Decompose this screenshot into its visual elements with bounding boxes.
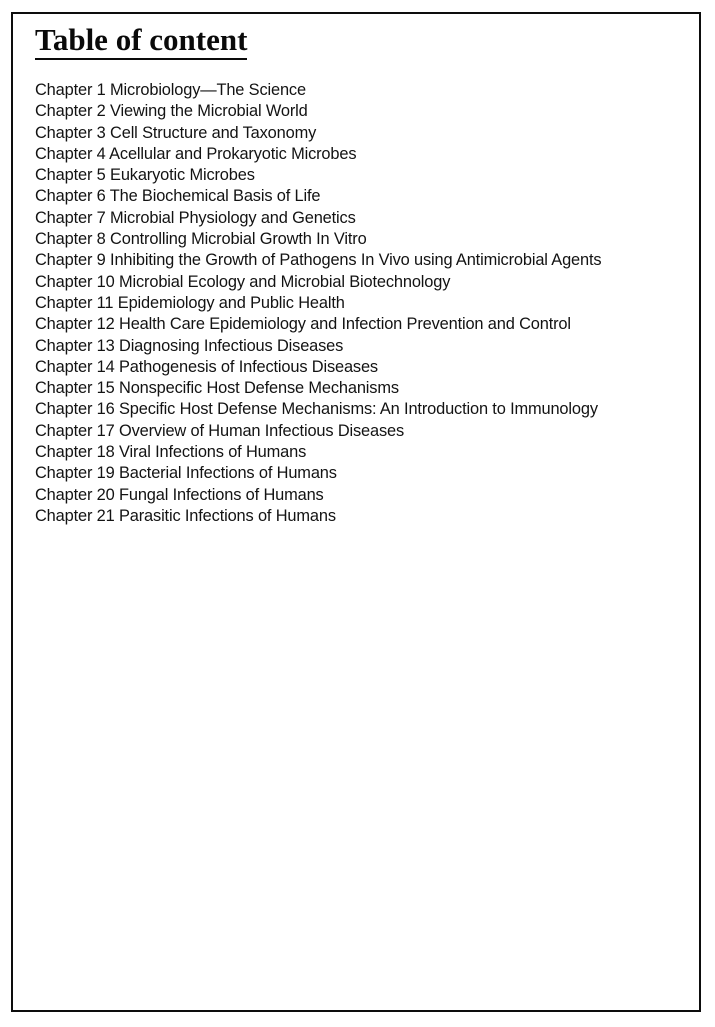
- toc-entry[interactable]: Chapter 13 Diagnosing Infectious Diseases: [35, 336, 344, 355]
- page-title: Table of content: [35, 23, 247, 60]
- toc-entry[interactable]: Chapter 20 Fungal Infections of Humans: [35, 485, 324, 504]
- toc-entry[interactable]: Chapter 3 Cell Structure and Taxonomy: [35, 123, 317, 142]
- toc-entry[interactable]: Chapter 17 Overview of Human Infectious Diseases: [35, 421, 405, 440]
- toc-entry[interactable]: Chapter 15 Nonspecific Host Defense Mechanisms: [35, 379, 399, 398]
- toc-entry[interactable]: Chapter 1 Microbiology—The Science: [35, 81, 306, 99]
- toc-entry[interactable]: Chapter 14 Pathogenesis of Infectious Diseases: [35, 357, 378, 376]
- table-of-contents-list: [35, 80, 689, 527]
- toc-entry[interactable]: Chapter 10 Microbial Ecology and Microbial Biotechnology: [35, 272, 451, 291]
- toc-entry[interactable]: Chapter 21 Parasitic Infections of Humans: [35, 506, 336, 525]
- toc-entry[interactable]: Chapter 11 Epidemiology and Public Health: [35, 293, 345, 312]
- toc-entry[interactable]: Chapter 7 Microbial Physiology and Genetics: [35, 208, 356, 227]
- toc-entry[interactable]: Chapter 19 Bacterial Infections of Humans: [35, 464, 337, 483]
- toc-entry[interactable]: Chapter 4 Acellular and Prokaryotic Microbes: [35, 144, 357, 163]
- toc-entry[interactable]: Chapter 8 Controlling Microbial Growth In Vitro: [35, 230, 367, 249]
- toc-entry[interactable]: Chapter 16 Specific Host Defense Mechanisms: An Introduction to Immunology: [35, 400, 598, 419]
- title-row: [35, 23, 689, 71]
- page-content-area: [35, 23, 689, 1006]
- toc-entry[interactable]: Chapter 18 Viral Infections of Humans: [35, 443, 307, 462]
- toc-entry[interactable]: Chapter 12 Health Care Epidemiology and Infection Prevention and Control: [35, 315, 571, 334]
- toc-entry[interactable]: Chapter 5 Eukaryotic Microbes: [35, 166, 255, 185]
- toc-entry[interactable]: Chapter 6 The Biochemical Basis of Life: [35, 187, 321, 206]
- toc-entry[interactable]: Chapter 9 Inhibiting the Growth of Pathogens In Vivo using Antimicrobial Agents: [35, 251, 602, 270]
- document-page: [11, 12, 701, 1012]
- toc-entry[interactable]: Chapter 2 Viewing the Microbial World: [35, 102, 308, 121]
